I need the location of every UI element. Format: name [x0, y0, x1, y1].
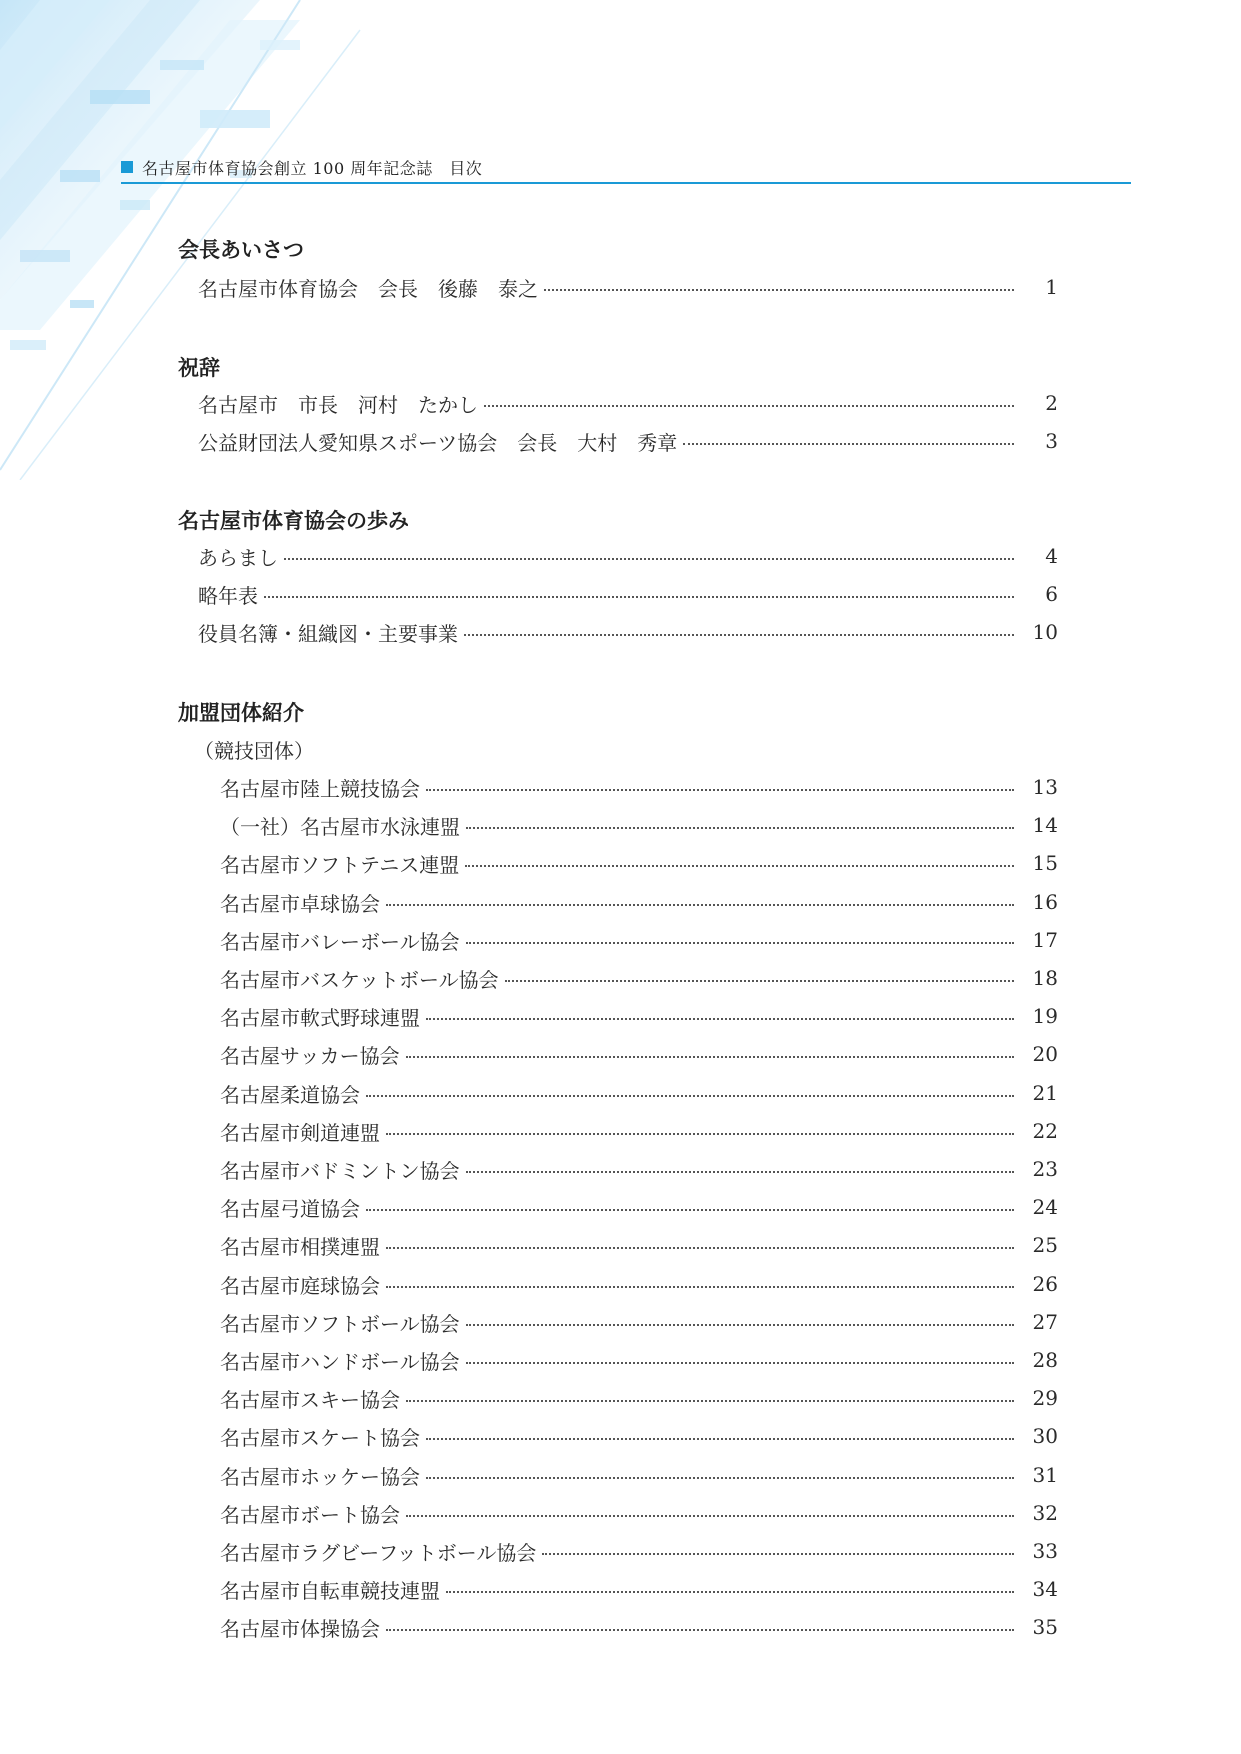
leader-dots: [386, 1247, 1014, 1249]
toc-entry-page: 21: [1032, 1081, 1058, 1105]
toc-entry[interactable]: [220, 1116, 1058, 1146]
toc-entry-label: 名古屋市自転車競技連盟: [220, 1578, 440, 1603]
toc-entry-label: 名古屋市体操協会: [220, 1616, 380, 1641]
toc-entry-label: 名古屋市スケート協会: [220, 1425, 420, 1450]
toc-entry-label: 略年表: [198, 583, 258, 608]
toc-entry[interactable]: [220, 1154, 1058, 1184]
toc-entry[interactable]: [220, 1078, 1058, 1108]
toc-entry[interactable]: [198, 541, 1058, 571]
toc-entry-page: 23: [1032, 1157, 1058, 1181]
leader-dots: [386, 1629, 1014, 1631]
leader-dots: [284, 558, 1014, 560]
toc-entry-label: 名古屋弓道協会: [220, 1196, 360, 1221]
toc-entry-label: （一社）名古屋市水泳連盟: [220, 814, 460, 839]
toc-entry[interactable]: [220, 1421, 1058, 1451]
toc-entry-label: 名古屋市軟式野球連盟: [220, 1005, 420, 1030]
leader-dots: [426, 789, 1014, 791]
section-title: 加盟団体紹介: [178, 700, 304, 725]
toc-entry-label: 名古屋市バドミントン協会: [220, 1158, 460, 1183]
leader-dots: [406, 1515, 1014, 1517]
page-header: [121, 152, 1131, 184]
toc-entry-label: 名古屋市バレーボール協会: [220, 929, 460, 954]
toc-entry[interactable]: [220, 1001, 1058, 1031]
leader-dots: [466, 827, 1014, 829]
toc-entry[interactable]: [198, 579, 1058, 609]
toc-entry-page: 2: [1045, 391, 1058, 415]
toc-entry[interactable]: [220, 1612, 1058, 1642]
header-title: 名古屋市体育協会創立 100 周年記念誌 目次: [142, 158, 483, 178]
toc-entry[interactable]: [220, 1192, 1058, 1222]
toc-entry[interactable]: [220, 1230, 1058, 1260]
toc-entry-label: 名古屋市スキー協会: [220, 1387, 400, 1412]
leader-dots: [406, 1056, 1014, 1058]
toc-entry-label: 名古屋市ソフトボール協会: [220, 1311, 460, 1336]
leader-dots: [386, 904, 1014, 906]
toc-entry-label: 名古屋市剣道連盟: [220, 1120, 380, 1145]
toc-entry-label: 名古屋市ラグビーフットボール協会: [220, 1540, 537, 1565]
toc-entry-page: 19: [1032, 1004, 1058, 1028]
leader-dots: [542, 1553, 1014, 1555]
toc-entry[interactable]: [220, 887, 1058, 917]
leader-dots: [466, 1171, 1014, 1173]
toc-entry-page: 29: [1032, 1386, 1058, 1410]
leader-dots: [464, 634, 1014, 636]
toc-entry[interactable]: [198, 272, 1058, 302]
toc-entry-page: 10: [1032, 620, 1058, 644]
toc-entry[interactable]: [220, 925, 1058, 955]
toc-entry-label: 名古屋市庭球協会: [220, 1273, 380, 1298]
toc-entry-page: 18: [1032, 966, 1058, 990]
toc-entry[interactable]: [198, 426, 1058, 456]
section-title: 祝辞: [178, 355, 220, 380]
leader-dots: [426, 1018, 1014, 1020]
toc-entry-page: 32: [1032, 1501, 1058, 1525]
toc-entry-label: 名古屋市体育協会 会長 後藤 泰之: [198, 276, 538, 301]
toc-entry-label: 名古屋市ソフトテニス連盟: [220, 852, 460, 877]
subsection-title: （競技団体）: [194, 739, 314, 763]
toc-entry-page: 13: [1032, 775, 1058, 799]
leader-dots: [466, 1362, 1014, 1364]
leader-dots: [386, 1133, 1014, 1135]
toc-entry-page: 17: [1032, 928, 1058, 952]
section-title: 会長あいさつ: [178, 237, 304, 262]
toc-entry-page: 24: [1032, 1195, 1058, 1219]
toc-entry-label: 名古屋市ハンドボール協会: [220, 1349, 460, 1374]
leader-dots: [426, 1438, 1014, 1440]
toc-entry-label: 名古屋柔道協会: [220, 1082, 360, 1107]
toc-entry[interactable]: [198, 388, 1058, 418]
toc-entry-label: 役員名簿・組織図・主要事業: [198, 621, 458, 646]
toc-entry-label: 名古屋市陸上競技協会: [220, 776, 420, 801]
toc-entry[interactable]: [220, 1460, 1058, 1490]
leader-dots: [366, 1209, 1014, 1211]
leader-dots: [366, 1095, 1014, 1097]
toc-entry[interactable]: [220, 1536, 1058, 1566]
toc-entry[interactable]: [220, 1307, 1058, 1337]
toc-entry-page: 3: [1045, 429, 1058, 453]
toc-entry-page: 25: [1032, 1233, 1058, 1257]
leader-dots: [505, 980, 1014, 982]
toc-entry-label: 名古屋市ホッケー協会: [220, 1464, 420, 1489]
toc-entry[interactable]: [198, 617, 1058, 647]
leader-dots: [683, 443, 1014, 445]
toc-entry-label: 名古屋サッカー協会: [220, 1043, 400, 1068]
toc-entry-label: 名古屋市相撲連盟: [220, 1234, 380, 1259]
toc-entry-label: 公益財団法人愛知県スポーツ協会 会長 大村 秀章: [198, 430, 678, 455]
toc-entry[interactable]: [220, 1574, 1058, 1604]
toc-entry[interactable]: [220, 1383, 1058, 1413]
toc-entry[interactable]: [220, 1039, 1058, 1069]
header-square-icon: [121, 161, 133, 173]
toc-entry-page: 6: [1045, 582, 1058, 606]
toc-entry-label: あらまし: [198, 545, 278, 570]
toc-entry-page: 34: [1032, 1577, 1058, 1601]
toc-entry-page: 4: [1045, 544, 1058, 568]
leader-dots: [466, 942, 1014, 944]
toc-entry-page: 31: [1032, 1463, 1058, 1487]
toc-entry-page: 27: [1032, 1310, 1058, 1334]
toc-entry[interactable]: [220, 848, 1058, 878]
toc-entry[interactable]: [220, 1345, 1058, 1375]
leader-dots: [406, 1400, 1014, 1402]
section-title: 名古屋市体育協会の歩み: [178, 508, 409, 533]
leader-dots: [426, 1477, 1014, 1479]
toc-entry-page: 33: [1032, 1539, 1058, 1563]
toc-entry-page: 26: [1032, 1272, 1058, 1296]
toc-entry-label: 名古屋市 市長 河村 たかし: [198, 392, 478, 417]
toc-entry-page: 28: [1032, 1348, 1058, 1372]
toc-entry-page: 22: [1032, 1119, 1058, 1143]
toc-entry-page: 16: [1032, 890, 1058, 914]
toc-entry-label: 名古屋市ボート協会: [220, 1502, 400, 1527]
toc-entry[interactable]: [220, 772, 1058, 802]
toc-entry-page: 14: [1032, 813, 1058, 837]
toc-entry-page: 20: [1032, 1042, 1058, 1066]
leader-dots: [446, 1591, 1014, 1593]
toc-entry-page: 1: [1045, 275, 1058, 299]
toc-entry[interactable]: [220, 1269, 1058, 1299]
toc-entry-page: 15: [1032, 851, 1058, 875]
toc-entry-page: 35: [1032, 1615, 1058, 1639]
leader-dots: [484, 405, 1014, 407]
leader-dots: [264, 596, 1014, 598]
leader-dots: [466, 1324, 1014, 1326]
toc-entry[interactable]: [220, 963, 1058, 993]
toc-entry-page: 30: [1032, 1424, 1058, 1448]
toc-entry-label: 名古屋市卓球協会: [220, 891, 380, 916]
toc-entry-label: 名古屋市バスケットボール協会: [220, 967, 499, 992]
leader-dots: [386, 1286, 1014, 1288]
leader-dots: [544, 289, 1014, 291]
toc-entry[interactable]: [220, 810, 1058, 840]
toc-entry[interactable]: [220, 1498, 1058, 1528]
leader-dots: [465, 865, 1014, 867]
